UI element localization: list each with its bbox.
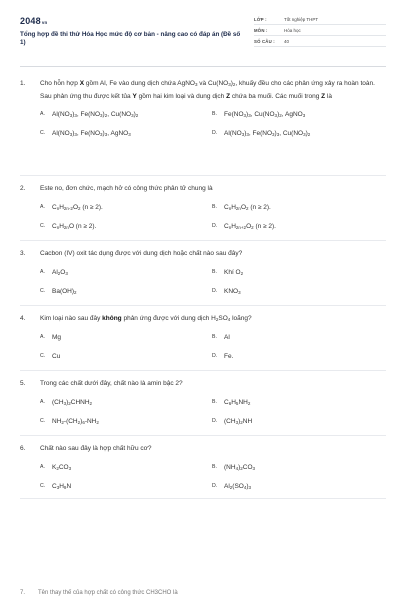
exam-meta xyxy=(254,14,386,47)
answer-option-d[interactable] xyxy=(212,351,382,365)
option-letter: A. xyxy=(40,111,45,117)
option-letter: D. xyxy=(212,287,218,294)
answer-option-a[interactable] xyxy=(40,332,210,346)
option-letter: C. xyxy=(40,352,46,359)
answer-option-b[interactable] xyxy=(212,267,382,281)
answer-option-a[interactable] xyxy=(40,397,210,411)
option-letter: C. xyxy=(40,130,46,136)
question-number: 3. xyxy=(20,250,26,257)
option-text: $Ba(OH)_2$ xyxy=(52,287,77,295)
meta-row-class xyxy=(254,14,386,25)
answer-option-b[interactable] xyxy=(212,109,382,123)
option-text: $(CH_3)_2NH$ xyxy=(224,417,253,425)
answer-options xyxy=(20,332,386,366)
answer-option-b[interactable] xyxy=(212,202,382,216)
option-text: $NH_2-(CH_2)_6-NH_2$ xyxy=(52,417,99,425)
question-2 xyxy=(20,183,386,241)
option-text: $(NH_4)_2CO_3$ xyxy=(224,463,256,471)
answer-option-a[interactable] xyxy=(40,267,210,281)
option-text: $Fe(NO_3)_3$, $Cu(NO_3)_2$, AgNO$_3$ xyxy=(224,111,306,119)
option-letter: D. xyxy=(212,222,218,229)
option-text: $Al(NO_3)_3$, $Fe(NO_3)_3$, $Cu(NO_3)_2$ xyxy=(224,130,311,138)
option-letter: B. xyxy=(212,203,217,210)
option-text: $Al(NO_3)_3$, $Fe(NO_3)_2$, $Cu(NO_3)_2$ xyxy=(52,111,139,119)
answer-option-c[interactable] xyxy=(40,221,210,235)
option-text: $C_nH_{2n}O$ (n ≥ 2). xyxy=(52,222,97,230)
answer-option-d[interactable] xyxy=(212,128,382,142)
question-number: 7. xyxy=(20,590,26,596)
option-letter: A. xyxy=(40,203,45,210)
meta-label: MÔN : xyxy=(254,28,268,33)
answer-option-d[interactable] xyxy=(212,221,382,235)
answer-option-c[interactable] xyxy=(40,286,210,300)
answer-options xyxy=(20,202,386,236)
question-6 xyxy=(20,443,386,499)
answer-option-c[interactable] xyxy=(40,416,210,430)
option-text: Al xyxy=(224,333,230,341)
option-text: Mg xyxy=(52,333,62,341)
question-number: 4. xyxy=(20,315,26,322)
question-stem: Kim loại nào sau đây không phản ứng được với dung dịch $H_2SO_4$ loãng? xyxy=(40,315,252,323)
question-text: Tên thay thế của hợp chất có công thức CH3CHO là xyxy=(38,590,178,596)
answer-options xyxy=(20,267,386,301)
option-letter: C. xyxy=(40,482,46,489)
answer-option-c[interactable] xyxy=(40,481,210,495)
option-text: Cu xyxy=(52,352,61,360)
question-5 xyxy=(20,378,386,436)
question-text xyxy=(20,313,386,326)
brand-suffix: vn xyxy=(41,20,48,25)
answer-option-a[interactable] xyxy=(40,462,210,476)
meta-value: Hóa học xyxy=(284,28,301,33)
question-number: 6. xyxy=(20,445,26,452)
answer-options xyxy=(20,109,386,143)
page-title: Tổng hợp đề thi thử Hóa Học mức độ cơ bản - nâng cao có đáp án (Đề số 1) xyxy=(20,31,241,47)
question-number: 1. xyxy=(20,80,26,87)
question-text xyxy=(20,378,386,391)
option-letter: D. xyxy=(212,482,218,489)
answer-option-d[interactable] xyxy=(212,416,382,430)
question-text xyxy=(20,78,386,103)
option-letter: C. xyxy=(40,287,46,294)
question-stem: Cho hỗn hợp X gồm Al, Fe vào dung dịch chứa AgNO$_3$ và $Cu(NO_3)_2$, khuấy đều cho các phản ứng xảy ra hoàn toàn. Sau phản ứng thu được kết tủa Y gồm hai kim loại và dung dịch Z chứa ba muối. Các muối trong Z là xyxy=(40,80,375,100)
meta-label: LỚP : xyxy=(254,17,267,22)
option-letter: B. xyxy=(212,398,217,405)
option-letter: D. xyxy=(212,130,218,136)
option-text: Fe. xyxy=(224,352,234,360)
option-letter: B. xyxy=(212,463,217,470)
header-divider xyxy=(20,66,386,67)
option-letter: A. xyxy=(40,463,45,470)
question-3 xyxy=(20,248,386,306)
answer-option-a[interactable] xyxy=(40,202,210,216)
answer-option-b[interactable] xyxy=(212,397,382,411)
meta-value: 40 xyxy=(284,39,290,44)
option-letter: D. xyxy=(212,417,218,424)
option-text: $K_2CO_3$ xyxy=(52,463,72,471)
document-header xyxy=(20,12,386,56)
question-number: 2. xyxy=(20,185,26,192)
question-list xyxy=(20,78,386,506)
meta-value: Tốt nghiệp THPT xyxy=(284,17,319,22)
option-text: $KNO_3$ xyxy=(224,287,241,295)
option-letter: A. xyxy=(40,333,45,340)
meta-row-subject xyxy=(254,25,386,36)
question-stem: Este no, đơn chức, mạch hở có công thức phân tử chung là xyxy=(40,185,213,192)
answer-option-c[interactable] xyxy=(40,128,210,142)
option-letter: C. xyxy=(40,417,46,424)
question-stem: Trong các chất dưới đây, chất nào là amin bậc 2? xyxy=(40,380,183,387)
question-text xyxy=(20,183,386,196)
answer-option-d[interactable] xyxy=(212,481,382,495)
option-letter: A. xyxy=(40,398,45,405)
option-letter: B. xyxy=(212,111,217,117)
option-text: $C_6H_5NH_2$ xyxy=(224,398,251,406)
answer-option-b[interactable] xyxy=(212,332,382,346)
option-text: $C_3H_9N$ xyxy=(52,482,72,490)
answer-option-b[interactable] xyxy=(212,462,382,476)
option-text: $C_nH_{2n-2}O_2$ (n ≥ 2). xyxy=(52,203,103,211)
option-letter: B. xyxy=(212,333,217,340)
brand-name: 2048 xyxy=(20,16,41,26)
question-4 xyxy=(20,313,386,371)
question-number: 5. xyxy=(20,380,26,387)
answer-options xyxy=(20,462,386,496)
question-text xyxy=(20,443,386,456)
option-text: $(CH_3)_2CHNH_2$ xyxy=(52,398,93,406)
question-1 xyxy=(20,78,386,176)
option-text: $C_nH_{2n+2}O_2$ (n ≥ 2). xyxy=(224,222,276,230)
option-text: Khí $O_2$ xyxy=(224,268,244,276)
option-text: $C_nH_{2n}O_2$ (n ≥ 2). xyxy=(224,203,271,211)
question-stem: Chất nào sau đây là hợp chất hữu cơ? xyxy=(40,445,152,452)
option-letter: B. xyxy=(212,268,217,275)
option-text: $Al_2O_3$ xyxy=(52,268,68,276)
option-letter: C. xyxy=(40,222,46,229)
answer-options xyxy=(20,397,386,431)
option-text: $Al(NO_3)_3$, $Fe(NO_3)_3$, AgNO$_3$ xyxy=(52,130,131,138)
option-letter: D. xyxy=(212,352,218,359)
answer-option-c[interactable] xyxy=(40,351,210,365)
brand-logo[interactable] xyxy=(20,16,47,26)
meta-label: SỐ CÂU : xyxy=(254,39,275,44)
answer-option-d[interactable] xyxy=(212,286,382,300)
meta-row-question-count xyxy=(254,36,386,47)
question-text xyxy=(20,248,386,261)
option-letter: A. xyxy=(40,268,45,275)
option-text: $Al_2(SO_4)_3$ xyxy=(224,482,252,490)
answer-option-a[interactable] xyxy=(40,109,210,123)
question-stem: Cacbon (IV) oxit tác dụng được với dung dịch hoặc chất nào sau đây? xyxy=(40,250,243,257)
